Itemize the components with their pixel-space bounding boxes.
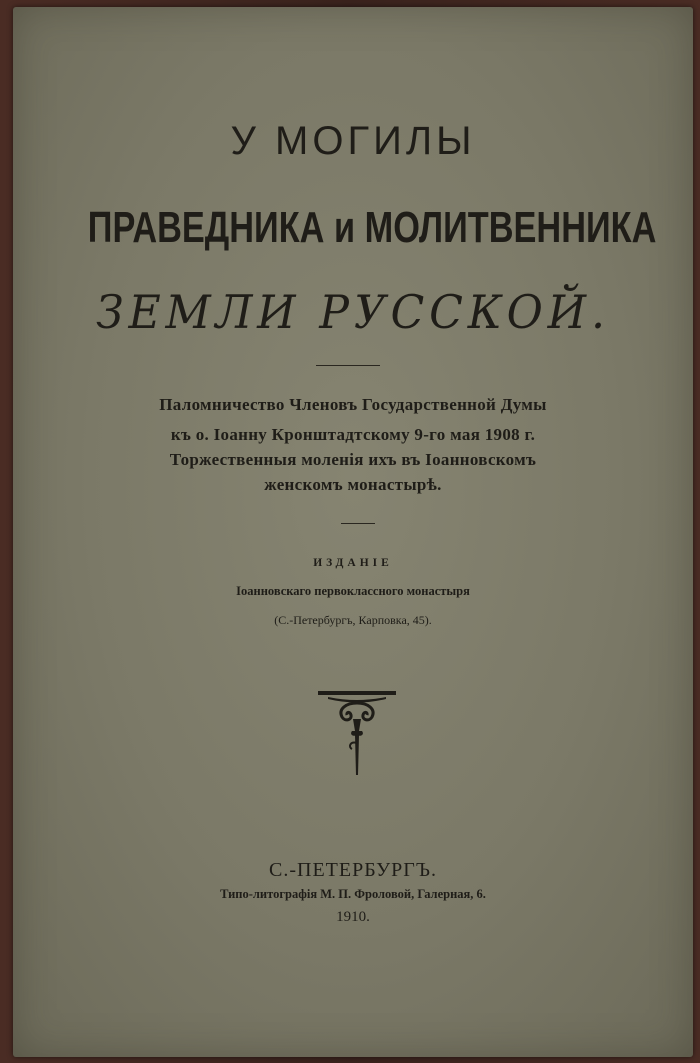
title-line-1: У МОГИЛЫ xyxy=(230,119,476,163)
publication-year: 1910. xyxy=(336,909,370,925)
publisher-address: (С.-Петербургъ, Карповка, 45). xyxy=(274,613,432,627)
title-line-2: ПРАВЕДНИКА и МОЛИТВЕННИКА xyxy=(87,203,657,252)
subtitle-line-3: Торжественныя моленія ихъ въ Іоанновскомъ xyxy=(169,450,537,469)
subtitle-line-1: Паломничество Членовъ Государственной Думы xyxy=(159,395,547,414)
title-line-3: ЗЕМЛИ РУССКОЙ. xyxy=(96,285,610,339)
ornamental-pillar-icon xyxy=(316,689,398,779)
publisher-name: Іоанновскаго первоклассного монастыря xyxy=(236,584,470,598)
edition-label: ИЗДАНІЕ xyxy=(313,557,393,569)
printer-line: Типо-литографія М. П. Фроловой, Галерная, 6. xyxy=(220,887,486,901)
book-cover xyxy=(13,7,693,1057)
city-name: С.-ПЕТЕРБУРГЪ. xyxy=(269,859,437,881)
divider-rule-small xyxy=(341,523,375,524)
subtitle-line-2: къ о. Іоанну Кронштадтскому 9-го мая 1908 г. xyxy=(170,425,536,444)
divider-rule xyxy=(316,365,380,366)
subtitle-line-4: женскомъ монастырѣ. xyxy=(264,475,442,494)
